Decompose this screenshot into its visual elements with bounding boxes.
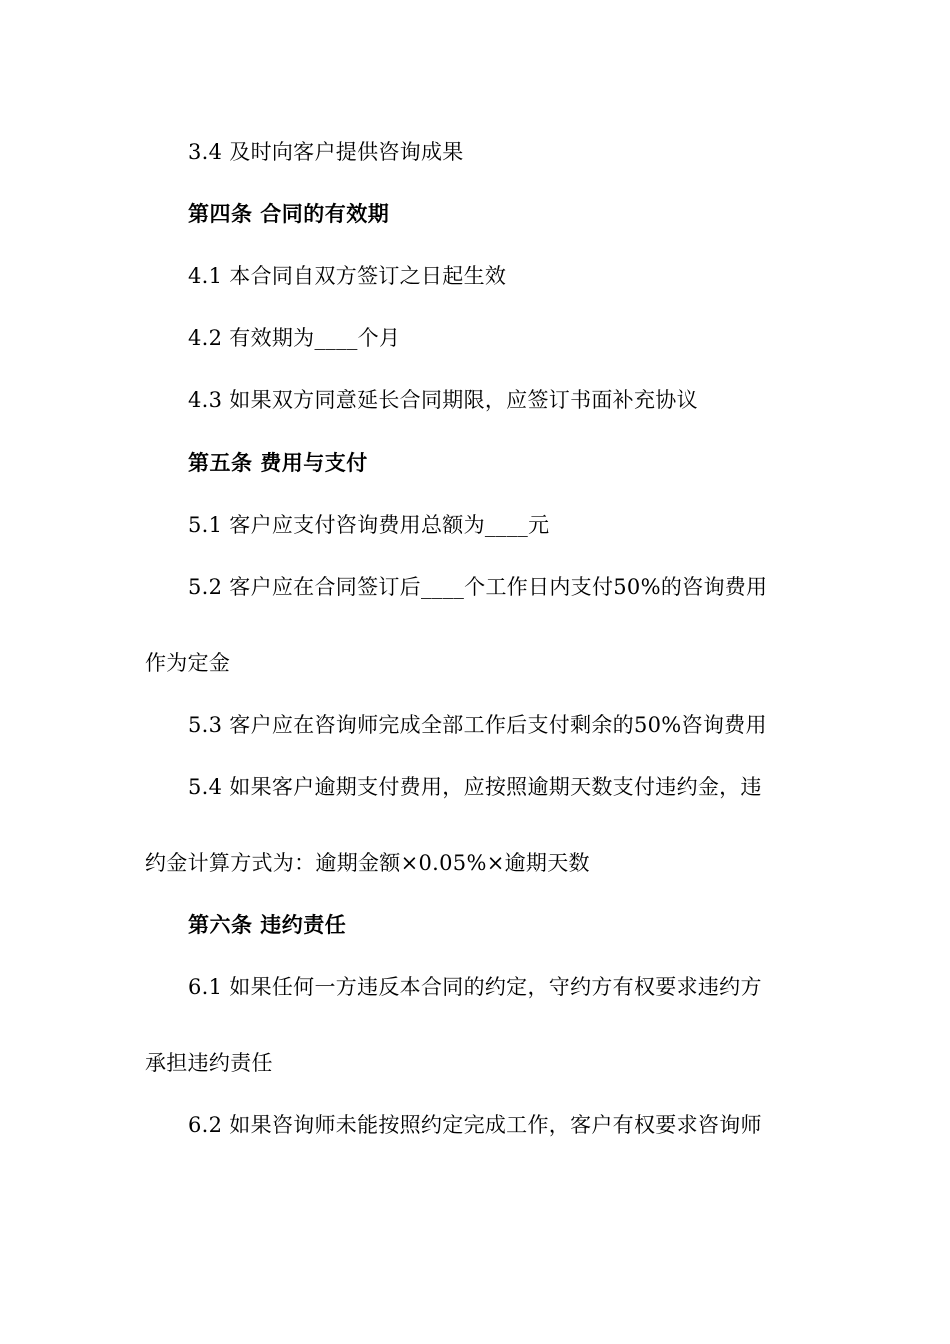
clause-6-1-continuation: 承担违约责任	[145, 1051, 273, 1075]
clause-6-1: 6.1 如果任何一方违反本合同的约定，守约方有权要求违约方	[188, 975, 762, 999]
article-6-heading: 第六条 违约责任	[188, 913, 347, 937]
clause-5-1: 5.1 客户应支付咨询费用总额为____元	[188, 513, 550, 537]
clause-5-4: 5.4 如果客户逾期支付费用，应按照逾期天数支付违约金，违	[188, 775, 762, 799]
clause-5-3: 5.3 客户应在咨询师完成全部工作后支付剩余的50%咨询费用	[188, 713, 767, 737]
clause-5-2: 5.2 客户应在合同签订后____个工作日内支付50%的咨询费用	[188, 575, 768, 599]
article-4-heading: 第四条 合同的有效期	[188, 202, 390, 226]
clause-5-2-continuation: 作为定金	[145, 651, 231, 675]
clause-3-4: 3.4 及时向客户提供咨询成果	[188, 140, 464, 164]
clause-5-4-continuation: 约金计算方式为：逾期金额×0.05%×逾期天数	[145, 851, 590, 875]
clause-4-2: 4.2 有效期为____个月	[188, 326, 401, 350]
article-5-heading: 第五条 费用与支付	[188, 451, 368, 475]
clause-6-2: 6.2 如果咨询师未能按照约定完成工作，客户有权要求咨询师	[188, 1113, 762, 1137]
clause-4-1: 4.1 本合同自双方签订之日起生效	[188, 264, 507, 288]
clause-4-3: 4.3 如果双方同意延长合同期限，应签订书面补充协议	[188, 388, 698, 412]
